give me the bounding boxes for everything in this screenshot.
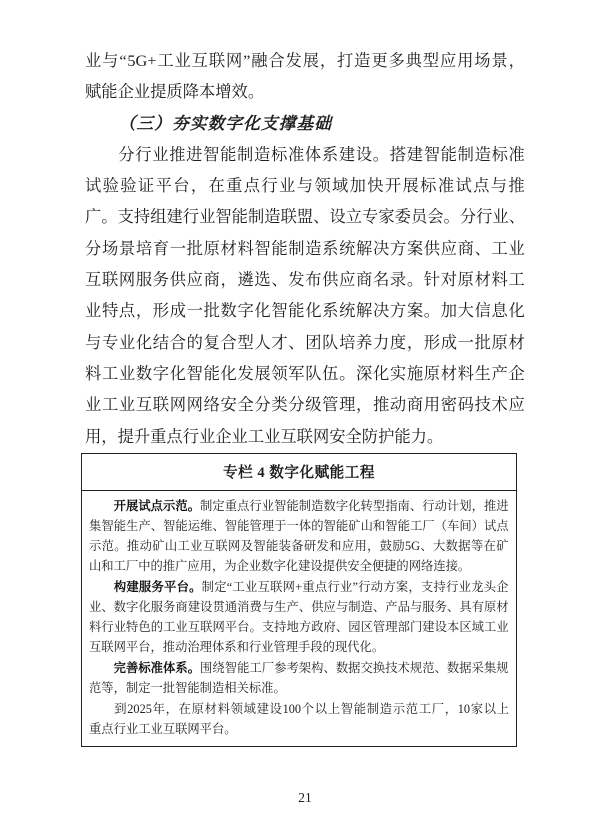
text-line: 与 专 业 化 结 合 的 复 合 型 人 才 、 团 队 培 养 力 度 ， 形 成 一 批 原 材 <box>85 332 525 352</box>
box-text-line: 山和工厂中的推广应用，为企业数字化建设提供安全便捷的网络连接。 <box>89 559 471 573</box>
main-text <box>85 45 525 452</box>
box-text-line: 重点行业工业互联网平台。 <box>89 722 237 736</box>
box-text-line: 完 善 标 准 体 系 。 围 绕 智 能 工 厂 参 考 架 构 、 数 据 交 换 技 术 规 范 、 数 据 采 集 规 <box>113 661 509 675</box>
text-line: 业 工 业 互 联 网 网 络 安 全 分 类 分 级 管 理 ， 推 动 商 用 密 码 技 术 应 <box>85 395 525 415</box>
box-paragraph <box>89 699 509 739</box>
text-line: 分 行 业 推 进 智 能 制 造 标 准 体 系 建 设 。 搭 建 智 能 制 造 标 准 <box>118 144 525 164</box>
column-box <box>81 453 517 747</box>
box-text-line: 示 范 。 推 动 矿 山 工 业 互 联 网 及 智 能 装 备 研 发 和 应 用 ， 鼓 励 5G 、 大 数 据 等 在 矿 <box>89 539 509 553</box>
column-box-body <box>82 491 516 746</box>
box-text-line: 范等，制定一批智能制造相关标准。 <box>89 681 286 695</box>
text-line: 试 验 验 证 平 台 ， 在 重 点 行 业 与 领 域 加 快 开 展 标 准 试 点 与 推 <box>85 176 525 196</box>
box-paragraph <box>89 577 509 657</box>
box-paragraph <box>89 496 509 576</box>
text-line: 业 与 “ 5G+ 工 业 互 联 网 ” 融 合 发 展 ， 打 造 更 多 典 型 应 用 场 景 ， <box>85 51 525 70</box>
box-text-line: 互联网平台，推动治理体系和行业管理手段的现代化。 <box>89 640 385 654</box>
text-line: 分 场 景 培 育 一 批 原 材 料 智 能 制 造 系 统 解 决 方 案 供 应 商 、 工 业 <box>85 238 525 258</box>
box-text-line: 到 2025 年 ， 在 原 材 料 领 域 建 设 100 个 以 上 智 能 制 造 示 范 工 厂 ， 10 家 以 上 <box>114 702 509 716</box>
text-line: 业 特 点 ， 形 成 一 批 数 字 化 智 能 化 系 统 解 决 方 案 。 加 大 信 息 化 <box>85 301 525 321</box>
box-paragraph <box>89 658 509 698</box>
box-text-line: 构 建 服 务 平 台 。 制 定 “ 工 业 互 联 网 + 重 点 行 业 ” 行 动 方 案 ， 支 持 行 业 龙 头 企 <box>113 580 509 594</box>
page-number: 21 <box>298 790 312 805</box>
column-box-title: 专栏 4 数字化赋能工程 <box>82 454 516 491</box>
box-text-line: 开 展 试 点 示 范 。 制 定 重 点 行 业 智 能 制 造 数 字 化 转 型 指 南 、 行 动 计 划 ， 推 进 <box>113 499 509 513</box>
box-text-line: 集 智 能 生 产 、 智 能 运 维 、 智 能 管 理 于 一 体 的 智 能 矿 山 和 智 能 工 厂 （ 车 间 ） 试 点 <box>89 519 509 533</box>
text-line: 用，提升重点行业企业工业互联网安全防护能力。 <box>85 426 444 446</box>
section-heading: （三）夯实数字化支撑基础 <box>118 113 332 133</box>
box-text-line: 料 行 业 特 色 的 工 业 互 联 网 平 台 。 支 持 地 方 政 府 、 园 区 管 理 部 门 建 设 本 区 域 工 业 <box>89 620 509 634</box>
text-line: 互 联 网 服 务 供 应 商 ， 遴 选 、 发 布 供 应 商 名 录 。 针 对 原 材 料 工 <box>85 270 525 290</box>
text-line: 料 工 业 数 字 化 智 能 化 发 展 领 军 队 伍 。 深 化 实 施 原 材 料 生 产 企 <box>85 363 525 383</box>
text-line: 赋能企业提质降本增效。 <box>85 82 265 102</box>
box-text-line: 业 、 数 字 化 服 务 商 建 设 贯 通 消 费 与 生 产 、 供 应 与 制 造 、 产 品 与 服 务 、 具 有 原 材 <box>89 600 509 614</box>
text-line: 广 。 支 持 组 建 行 业 智 能 制 造 联 盟 、 设 立 专 家 委 员 会 。 分 行 业 、 <box>85 207 525 227</box>
